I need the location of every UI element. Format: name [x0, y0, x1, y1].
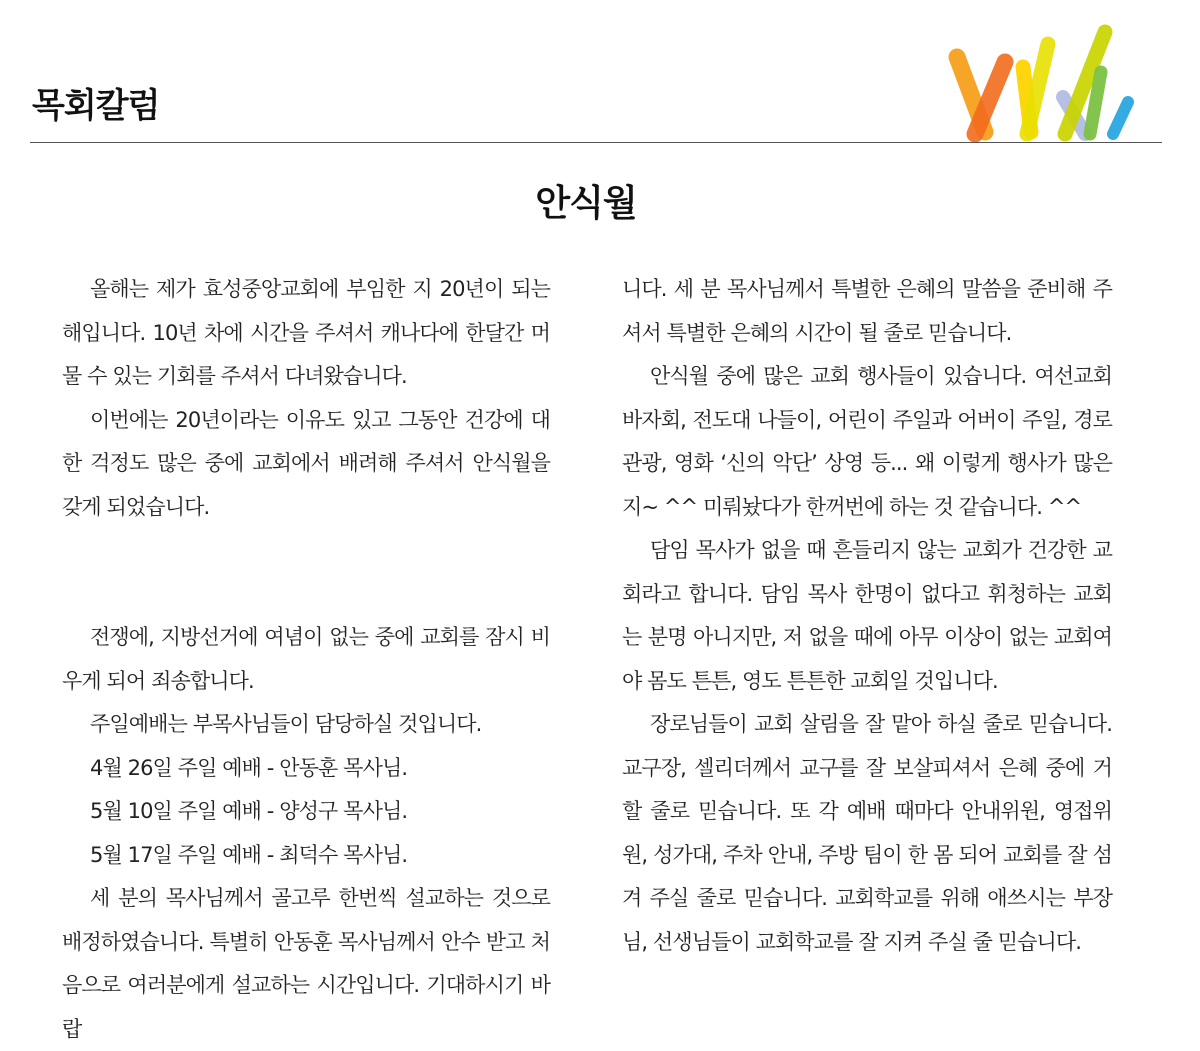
paragraph: 올해는 제가 효성중앙교회에 부임한 지 20년이 되는 해입니다. 10년 차에 시간을 주셔서 캐나다에 한달간 머물 수 있는 기회를 주셔서 다녀왔습니다. [62, 277, 550, 388]
paragraph: 장로님들이 교회 살림을 잘 맡아 하실 줄로 믿습니다. 교구장, 셀리더께서 교구를 잘 보살피셔서 은혜 중에 거할 줄로 믿습니다. 또 각 예배 때마다 안내위원, 영접위원, 성가대, 주차 안내, 주방 팀이 한 몸 되어 교회를 잘 섬겨 주실 줄로 믿습니다. 교회학교를 위해 애쓰시는 부장님, 선생님들이 교회학교를 잘 지켜 주실 줄 믿습니다. [622, 712, 1112, 954]
schedule-item: 5월 10일 주일 예배 - 양성구 목사님. [90, 799, 408, 823]
section-label: 목회칼럼 [32, 86, 160, 126]
article-column-left [62, 268, 550, 1051]
brush-strokes-logo-icon [945, 22, 1145, 147]
paragraph: 담임 목사가 없을 때 흔들리지 않는 교회가 건강한 교회라고 합니다. 담임 목사 한명이 없다고 휘청하는 교회는 분명 아니지만, 저 없을 때에 아무 이상이 없는 교회여야 몸도 튼튼, 영도 튼튼한 교회일 것입니다. [622, 538, 1112, 693]
article-title: 안식월 [535, 183, 637, 224]
brand-logo [945, 22, 1145, 147]
paragraph: 이번에는 20년이라는 이유도 있고 그동안 건강에 대한 걱정도 많은 중에 교회에서 배려해 주셔서 안식월을 갖게 되었습니다. [62, 407, 550, 519]
header-divider [30, 142, 1162, 143]
schedule-item: 5월 17일 주일 예배 - 최덕수 목사님. [90, 842, 408, 867]
paragraph: 니다. 세 분 목사님께서 특별한 은혜의 말씀을 준비해 주셔서 특별한 은혜의 시간이 될 줄로 믿습니다. [622, 277, 1112, 345]
paragraph: 안식월 중에 많은 교회 행사들이 있습니다. 여선교회 바자회, 전도대 나들이, 어린이 주일과 어버이 주일, 경로 관광, 영화 ‘신의 악단’ 상영 등... 왜 이렇게 행사가 많은지~ ^^ 미뤄놨다가 한꺼번에 하는 것 같습니다. ^^ [622, 364, 1112, 519]
paragraph: 전쟁에, 지방선거에 여념이 없는 중에 교회를 잠시 비우게 되어 죄송합니다. [62, 625, 550, 693]
paragraph: 주일예배는 부목사님들이 담당하실 것입니다. [90, 712, 482, 736]
article-column-right [622, 268, 1112, 964]
paragraph-spacer [62, 529, 550, 616]
paragraph: 세 분의 목사님께서 골고루 한번씩 설교하는 것으로 배정하였습니다. 특별히 안동훈 목사님께서 안수 받고 처음으로 여러분에게 설교하는 시간입니다. 기대하시기 바랍 [62, 886, 550, 1041]
schedule-item: 4월 26일 주일 예배 - 안동훈 목사님. [90, 755, 408, 780]
